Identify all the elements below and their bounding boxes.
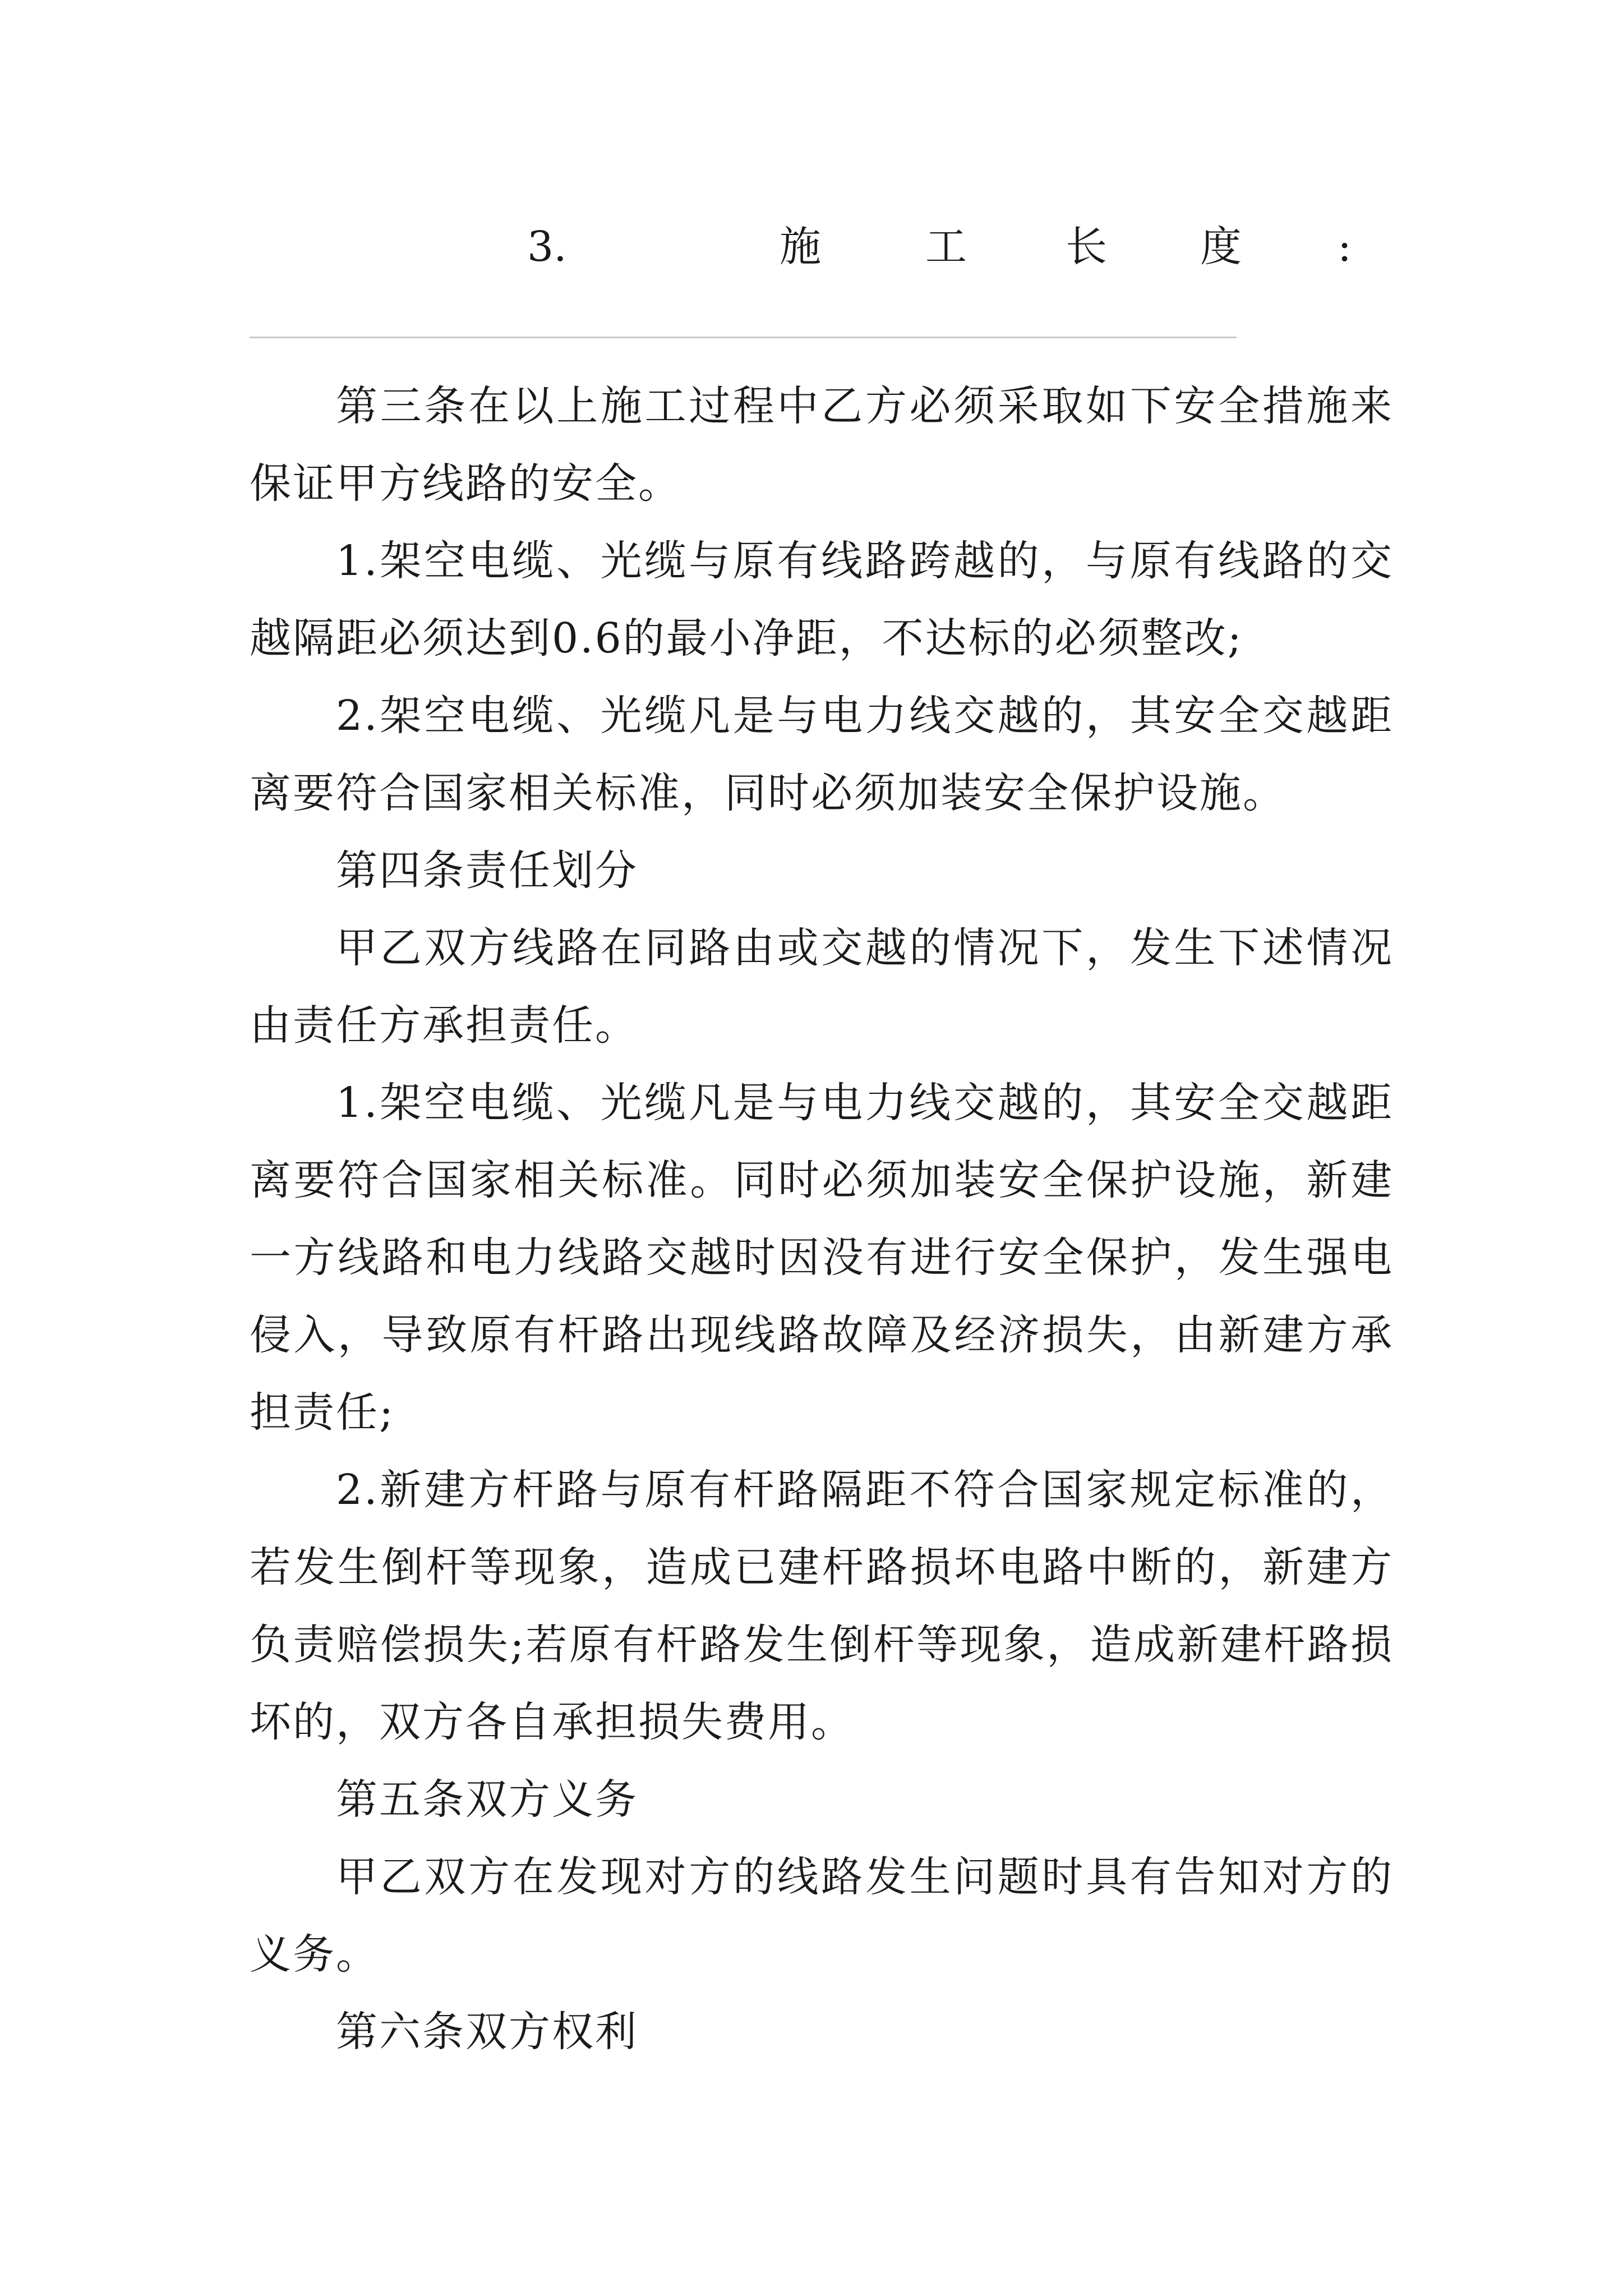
fill-in-blank-line [250,337,1237,338]
document-body [250,367,1394,2070]
paragraph-clause-3-2: 2.架空电缆、光缆凡是与电力线交越的，其安全交越距离要符合国家相关标准，同时必须加装安全保护设施。 [250,692,1394,817]
heading-number: 3. [527,223,567,271]
paragraph-clause-3-1: 1.架空电缆、光缆与原有线路跨越的，与原有线路的交越隔距必须达到0.6的最小净距，不达标的必须整改; [250,537,1394,662]
paragraph-article-5: 甲乙双方在发现对方的线路发生问题时具有告知对方的义务。 [250,1853,1394,1978]
heading-char: 度 [1200,223,1242,271]
article-heading-4: 第四条责任划分 [336,846,638,895]
paragraph-article-3: 第三条在以上施工过程中乙方必须采取如下安全措施来保证甲方线路的安全。 [250,382,1394,508]
heading-char: 施 [780,223,821,271]
paragraph-clause-4-1: 1.架空电缆、光缆凡是与电力线交越的，其安全交越距离要符合国家相关标准。同时必须加装安全保护设施，新建一方线路和电力线路交越时因没有进行安全保护，发生强电侵入，导致原有杆路出现线路故障及经济损失，由新建方承担责任; [250,1079,1394,1437]
section-heading [0,216,1623,278]
heading-char: 长 [1066,223,1107,271]
article-heading-5: 第五条双方义务 [336,1775,638,1824]
paragraph-clause-4-2: 2.新建方杆路与原有杆路隔距不符合国家规定标准的，若发生倒杆等现象，造成已建杆路损坏电路中断的，新建方负责赔偿损失;若原有杆路发生倒杆等现象，造成新建杆路损坏的，双方各自承担损失费用。 [250,1466,1394,1746]
paragraph-article-4: 甲乙双方线路在同路由或交越的情况下，发生下述情况由责任方承担责任。 [250,924,1394,1050]
article-heading-6: 第六条双方权利 [336,2008,638,2056]
heading-char: 工 [925,223,967,271]
heading-colon: : [1338,223,1352,271]
